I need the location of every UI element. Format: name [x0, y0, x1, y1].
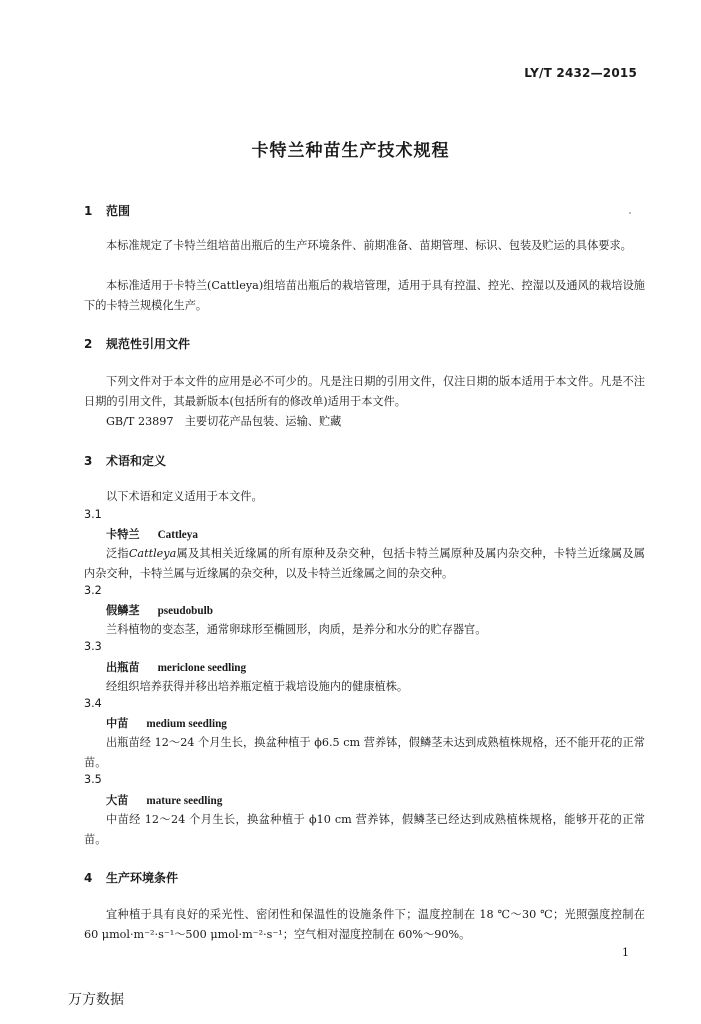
- term-en: pseudobulb: [157, 605, 213, 617]
- term-number: 3.4: [84, 697, 102, 710]
- term-en: mericlone seedling: [157, 662, 247, 674]
- term-zh: 中苗: [106, 716, 129, 730]
- term-number: 3.5: [84, 773, 102, 786]
- term-name: [106, 526, 198, 542]
- term-en: Cattleya: [157, 529, 198, 541]
- normative-reference: GB/T 23897 主要切花产品包装、运输、贮藏: [106, 415, 342, 428]
- section-number: 3: [84, 454, 93, 468]
- standard-code: LY/T 2432—2015: [524, 66, 637, 80]
- term-definition: 中苗经 12～24 个月生长，换盆种植于 ϕ10 cm 营养钵，假鳞茎已经达到成熟植株规格，能够开花的正常苗。: [84, 813, 645, 846]
- term-zh: 出瓶苗: [106, 660, 140, 674]
- section-4-paragraph-1: 宜种植于具有良好的采光性、密闭性和保温性的设施条件下；温度控制在 18 ℃～30 ℃；光照强度控制在 60 μmol·m⁻²·s⁻¹～500 μmol·m⁻²·s⁻¹；空气相对湿度控制在 60%～90%。: [84, 908, 645, 941]
- term-definition: [84, 544, 645, 584]
- section-2-heading: [84, 335, 190, 352]
- section-1-paragraph-1: 本标准规定了卡特兰组培苗出瓶后的生产环境条件、前期准备、苗期管理、标识、包装及贮运的具体要求。: [106, 239, 632, 252]
- section-title: 术语和定义: [106, 454, 167, 468]
- definition-prefix: 泛指: [106, 547, 129, 560]
- page-number: 1: [622, 946, 629, 959]
- genus-name-italic: Cattleya: [128, 547, 177, 560]
- term-zh: 卡特兰: [106, 527, 140, 541]
- section-2-paragraph-1: 下列文件对于本文件的应用是必不可少的。凡是注日期的引用文件，仅注日期的版本适用于本文件。凡是不注日期的引用文件，其最新版本(包括所有的修改单)适用于本文件。: [84, 375, 645, 408]
- section-title: 生产环境条件: [106, 871, 179, 885]
- term-zh: 大苗: [106, 793, 129, 807]
- term-definition: 兰科植物的变态茎，通常卵球形至椭圆形，肉质，是养分和水分的贮存器官。: [106, 623, 487, 636]
- section-4-heading: [84, 869, 178, 886]
- section-title: 范围: [106, 204, 131, 218]
- definition-rest: 属及其相关近缘属的所有原种及杂交种，包括卡特兰属原种及属内杂交种，卡特兰近缘属及属内杂交种，卡特兰属与近缘属的杂交种，以及卡特兰近缘属之间的杂交种。: [84, 547, 645, 580]
- term-en: mature seedling: [146, 795, 223, 807]
- section-number: 2: [84, 337, 93, 351]
- scan-speck: [629, 212, 631, 214]
- term-zh: 假鳞茎: [106, 603, 140, 617]
- term-number: 3.3: [84, 640, 102, 653]
- section-1-paragraph-2: 本标准适用于卡特兰(Cattleya)组培苗出瓶后的栽培管理，适用于具有控温、控光、控湿以及通风的栽培设施下的卡特兰规模化生产。: [84, 279, 645, 312]
- term-number: 3.1: [84, 508, 102, 521]
- term-name: [106, 715, 227, 731]
- document-title: 卡特兰种苗生产技术规程: [251, 141, 450, 161]
- section-number: 1: [84, 204, 93, 218]
- footer-watermark: 万方数据: [68, 992, 124, 1008]
- section-3-heading: [84, 452, 166, 469]
- term-name: [106, 792, 222, 808]
- section-3-intro: 以下术语和定义适用于本文件。: [106, 490, 263, 503]
- section-title: 规范性引用文件: [106, 337, 191, 351]
- term-definition: 出瓶苗经 12～24 个月生长，换盆种植于 ϕ6.5 cm 营养钵，假鳞茎未达到成熟植株规格，还不能开花的正常苗。: [84, 736, 645, 769]
- term-definition: 经组织培养获得并移出培养瓶定植于栽培设施内的健康植株。: [106, 680, 409, 693]
- term-en: medium seedling: [146, 718, 227, 730]
- section-1-heading: [84, 202, 130, 219]
- term-name: [106, 659, 246, 675]
- term-name: [106, 602, 213, 618]
- term-number: 3.2: [84, 584, 102, 597]
- section-number: 4: [84, 871, 93, 885]
